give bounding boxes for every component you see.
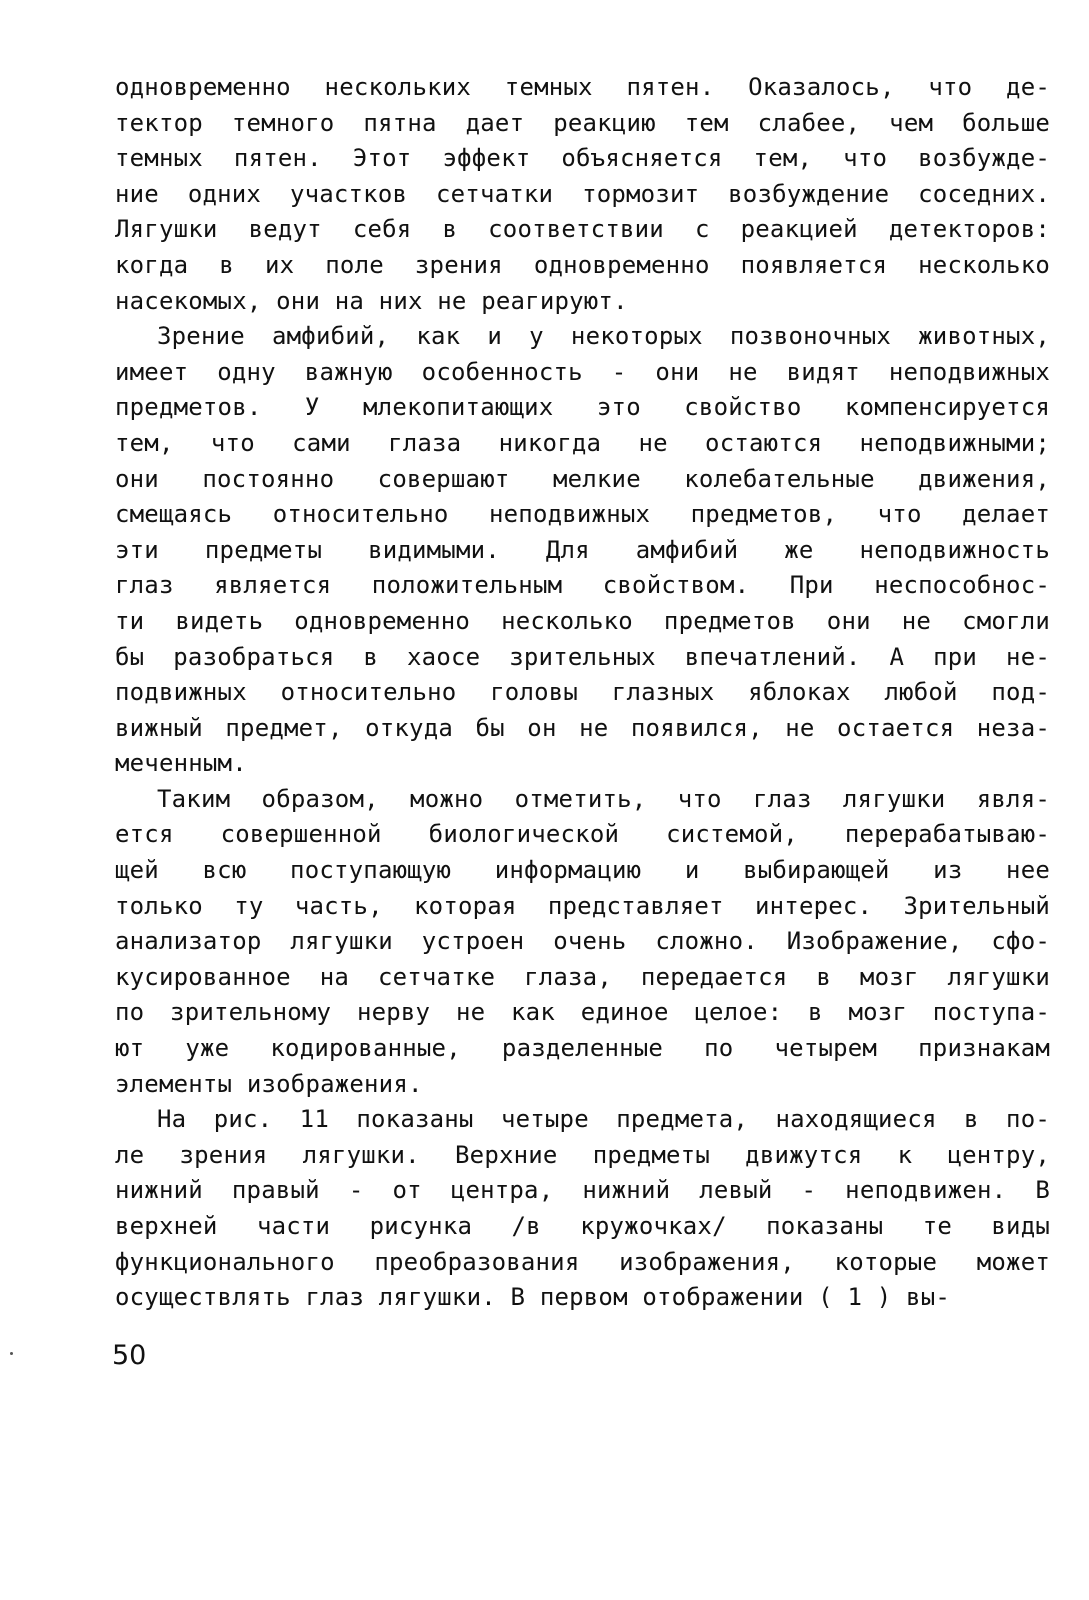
scan-speck [10, 1352, 13, 1355]
text-line: тектор темного пятна дает реакцию тем слабее, чем больше [115, 108, 1050, 137]
text-line: ется совершенной биологической системой, перерабатываю- [115, 820, 1050, 849]
text-line: Зрение амфибий, как и у некоторых позвоночных животных, [157, 322, 1050, 351]
text-line: подвижных относительно головы глазных яблоках любой под- [115, 678, 1050, 707]
body-text [115, 70, 1050, 1316]
text-line: ние одних участков сетчатки тормозит возбуждение соседних. [115, 179, 1050, 208]
text-line: кусированное на сетчатке глаза, передается в мозг лягушки [115, 962, 1050, 991]
text-line: ти видеть одновременно несколько предметов они не смогли [115, 606, 1050, 635]
paragraph [115, 782, 1050, 1102]
text-line: щей всю поступающую информацию и выбирающей из нее [115, 856, 1050, 885]
text-line: предметов. У млекопитающих это свойство компенсируется [115, 393, 1050, 422]
text-line: когда в их поле зрения одновременно появляется несколько [115, 250, 1050, 279]
text-line: верхней части рисунка /в кружочках/ показаны те виды [115, 1212, 1050, 1240]
text-line: насекомых, они на них не реагируют. [115, 286, 628, 315]
text-line: функционального преобразования изображения, которые может [115, 1247, 1050, 1276]
text-line: осуществлять глаз лягушки. В первом отображении ( 1 ) вы- [115, 1283, 951, 1312]
page-number: 50 [112, 1340, 147, 1371]
text-line: бы разобраться в хаосе зрительных впечатлений. А при не- [115, 642, 1050, 671]
text-line: одновременно нескольких темных пятен. Оказалось, что де- [115, 73, 1050, 101]
text-line: глаз является положительным свойством. При неспособнос- [115, 571, 1050, 600]
text-line: имеет одну важную особенность - они не видят неподвижных [115, 357, 1050, 386]
paragraph [115, 1102, 1050, 1316]
text-line: анализатор лягушки устроен очень сложно. Изображение, сфо- [115, 927, 1050, 956]
text-line: смещаясь относительно неподвижных предметов, что делает [115, 500, 1050, 529]
text-line: Таким образом, можно отметить, что глаз лягушки явля- [157, 784, 1050, 813]
text-line: вижный предмет, откуда бы он не появился, не остается неза- [115, 713, 1050, 742]
text-line: ют уже кодированные, разделенные по четырем признакам [115, 1034, 1050, 1063]
text-line: На рис. 11 показаны четыре предмета, находящиеся в по- [157, 1105, 1050, 1134]
text-line: по зрительному нерву не как единое целое: в мозг поступа- [115, 998, 1050, 1027]
paragraph [115, 319, 1050, 782]
text-line: только ту часть, которая представляет интерес. Зрительный [115, 891, 1050, 920]
text-line: эти предметы видимыми. Для амфибий же неподвижность [115, 535, 1050, 564]
text-line: элементы изображения. [115, 1069, 423, 1098]
text-line: меченным. [115, 749, 247, 778]
text-line: темных пятен. Этот эффект объясняется тем, что возбужде- [115, 144, 1050, 173]
text-line: нижний правый - от центра, нижний левый - неподвижен. В [115, 1176, 1050, 1205]
text-line: Лягушки ведут себя в соответствии с реакцией детекторов: [115, 215, 1050, 244]
text-line: они постоянно совершают мелкие колебательные движения, [115, 464, 1050, 493]
text-line: ле зрения лягушки. Верхние предметы движутся к центру, [115, 1140, 1050, 1169]
paragraph [115, 70, 1050, 319]
text-line: тем, что сами глаза никогда не остаются неподвижными; [115, 428, 1050, 457]
